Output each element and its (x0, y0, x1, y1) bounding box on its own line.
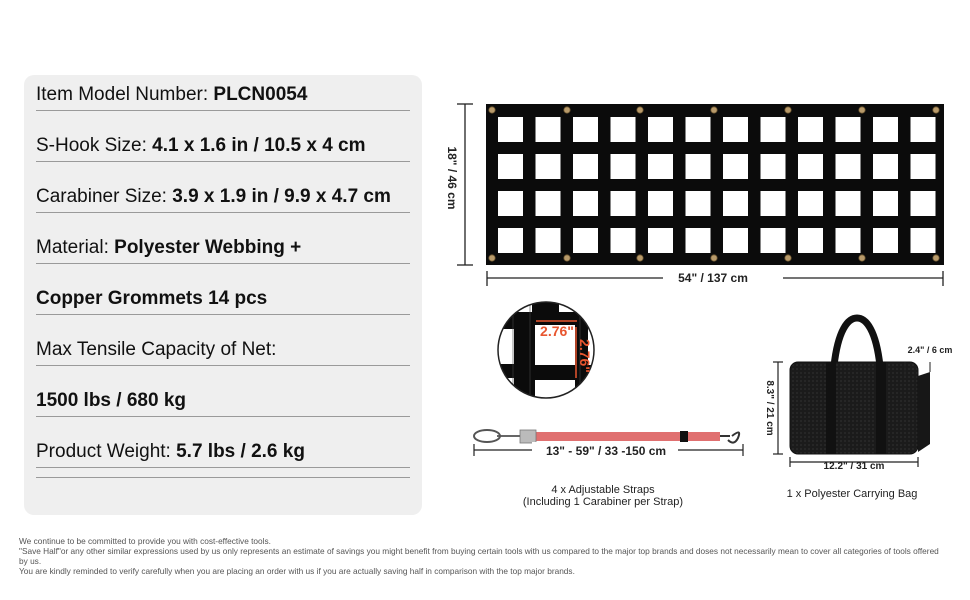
spec-value: 3.9 x 1.9 in / 9.9 x 4.7 cm (172, 186, 391, 207)
strap-caption (500, 484, 706, 508)
bag-height-label: 8.3" / 21 cm (764, 380, 775, 436)
spec-label: S-Hook Size: (36, 135, 153, 156)
net-height-dimension (445, 104, 473, 265)
spec-label: Max Tensile Capacity of Net: (36, 339, 277, 360)
net-hole (611, 191, 636, 216)
net-hole (686, 191, 711, 216)
grommet (711, 255, 717, 261)
net-hole (761, 228, 786, 253)
net-hole (498, 191, 523, 216)
net-hole (573, 117, 598, 142)
net-hole (611, 228, 636, 253)
bag-depth-label: 2.4" / 6 cm (907, 345, 953, 355)
net-hole (686, 154, 711, 179)
net-hole (648, 154, 673, 179)
bag-caption: 1 x Polyester Carrying Bag (786, 488, 918, 500)
net-hole (648, 117, 673, 142)
net-hole (836, 191, 861, 216)
strap-caption-line2: (Including 1 Carabiner per Strap) (522, 496, 684, 508)
carrying-bag (764, 318, 952, 472)
grommet (711, 107, 717, 113)
grommet (637, 255, 643, 261)
grommet (859, 255, 865, 261)
spec-value: 5.7 lbs / 2.6 kg (176, 441, 305, 462)
square-height-label: 2.76" (577, 339, 593, 373)
net-hole (761, 191, 786, 216)
strap-caption-line1: 4 x Adjustable Straps (551, 484, 655, 496)
net-hole (798, 117, 823, 142)
net-detail-circle (496, 294, 604, 405)
net-hole (648, 228, 673, 253)
net-hole (798, 154, 823, 179)
spec-value: Polyester Webbing + (114, 237, 302, 258)
net-hole (498, 228, 523, 253)
net-hole (911, 228, 936, 253)
spec-value: Copper Grommets 14 pcs (36, 288, 268, 309)
grommet (564, 255, 570, 261)
net-hole (798, 191, 823, 216)
spec-value: 1500 lbs / 680 kg (36, 390, 186, 411)
spec-label: Carabiner Size: (36, 186, 173, 207)
net-hole (573, 228, 598, 253)
bag-width-label: 12.2" / 31 cm (823, 461, 885, 472)
net-hole (573, 154, 598, 179)
net-hole (573, 191, 598, 216)
cargo-net (486, 104, 944, 265)
net-hole (723, 117, 748, 142)
grommet (859, 107, 865, 113)
net-hole (873, 228, 898, 253)
grommet (564, 107, 570, 113)
spec-label: Material: (36, 237, 115, 258)
net-hole (911, 191, 936, 216)
spec-value: 4.1 x 1.6 in / 10.5 x 4 cm (152, 135, 366, 156)
net-width-dimension (487, 271, 943, 286)
footnote-3: You are kindly reminded to verify carefully when you are placing an order with us if you are actually saving half in comparison with the top major brands. (19, 566, 575, 576)
net-hole (761, 154, 786, 179)
strap-length-label: 13" - 59" / 33 -150 cm (545, 444, 667, 458)
net-width-label: 54" / 137 cm (678, 271, 748, 285)
net-hole (536, 117, 561, 142)
grommet (489, 107, 495, 113)
net-hole (723, 228, 748, 253)
net-hole (611, 154, 636, 179)
footnote-1: We continue to be committed to provide you with cost-effective tools. (19, 536, 271, 546)
adjustable-strap (474, 430, 743, 458)
net-hole (686, 117, 711, 142)
net-hole (498, 154, 523, 179)
grommet (785, 107, 791, 113)
spec-value: PLCN0054 (213, 84, 308, 105)
net-height-label: 18" / 46 cm (445, 146, 459, 210)
net-hole (911, 117, 936, 142)
square-width-label: 2.76" (540, 323, 574, 339)
net-hole (723, 154, 748, 179)
net-hole (836, 117, 861, 142)
net-hole (498, 117, 523, 142)
grommet (637, 107, 643, 113)
net-hole (723, 191, 748, 216)
net-hole (536, 154, 561, 179)
net-hole (686, 228, 711, 253)
net-hole (648, 191, 673, 216)
net-hole (536, 228, 561, 253)
net-hole (536, 191, 561, 216)
net-hole (873, 191, 898, 216)
net-hole (836, 228, 861, 253)
net-hole (798, 228, 823, 253)
spec-label: Product Weight: (36, 441, 177, 462)
grommet (785, 255, 791, 261)
net-hole (836, 154, 861, 179)
net-hole (873, 117, 898, 142)
grommet (933, 107, 939, 113)
net-hole (911, 154, 936, 179)
spec-label: Item Model Number: (36, 84, 214, 105)
footnote-2: "Save Half"or any other similar expressions used by us only represents an estimate of savings you might benefit from buying certain tools with us compared to the major top brands and doses not necessarily mean to cover all categories of tools offered by us. (19, 546, 939, 566)
net-hole (873, 154, 898, 179)
grommet (489, 255, 495, 261)
grommet (933, 255, 939, 261)
net-hole (611, 117, 636, 142)
net-hole (761, 117, 786, 142)
